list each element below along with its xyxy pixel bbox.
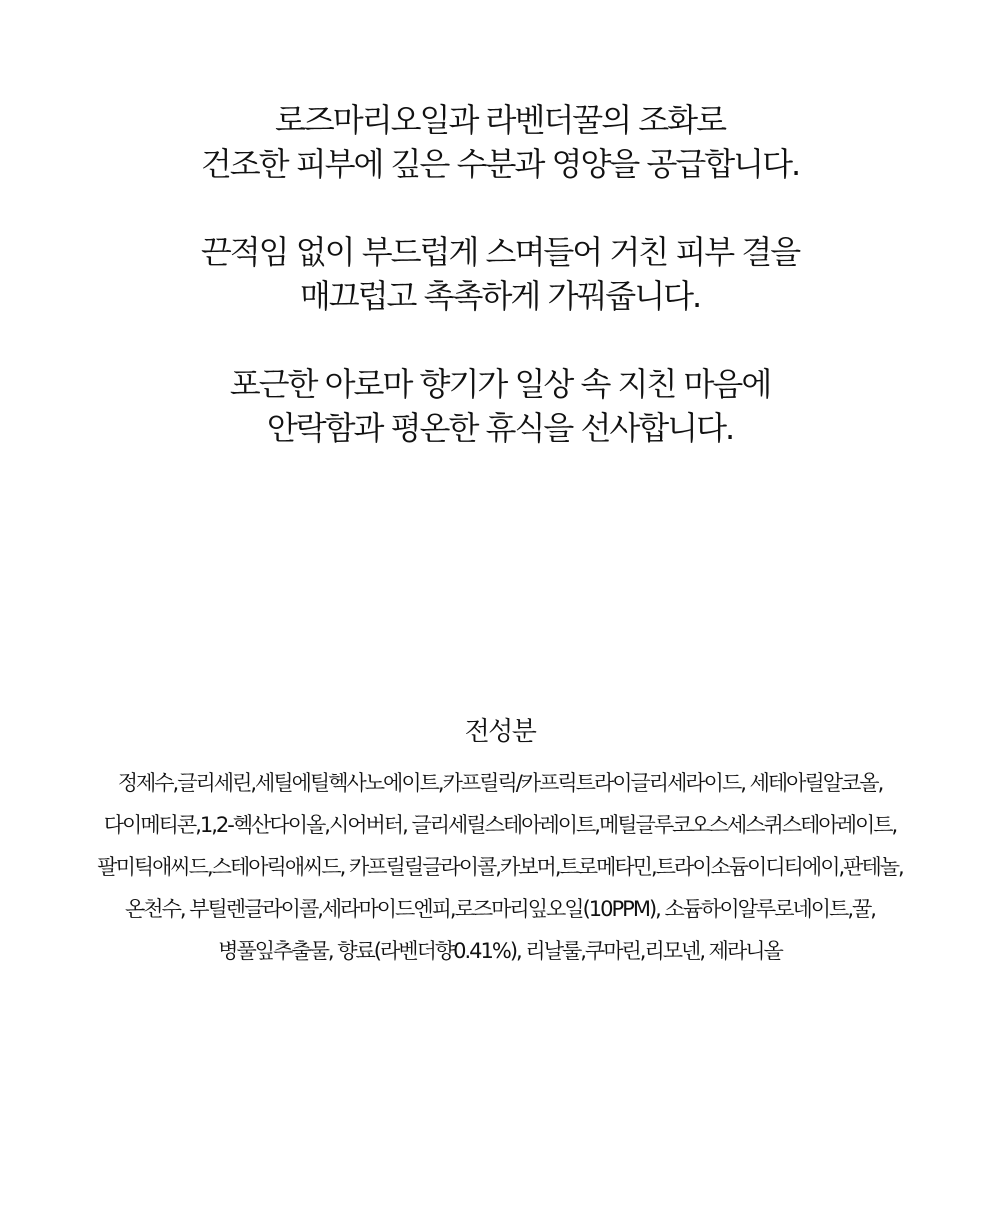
description-line: 매끄럽고 촉촉하게 가꿔줍니다. [299, 277, 701, 315]
ingredients-line: 온천수, 부틸렌글라이콜,세라마이드엔피,로즈마리잎오일(10PPM), 소듐하이알루로네이트,꿀, [125, 897, 875, 921]
ingredients-line: 정제수,글리세린,세틸에틸헥사노에이트,카프릴릭/카프릭트라이글리세라이드, 세테아릴알코올, [117, 771, 883, 795]
ingredients-line: 팔미틱애씨드,스테아릭애씨드, 카프릴릴글라이콜,카보머,트로메타민,트라이소듐이디티에이,판테놀, [97, 855, 903, 879]
product-description [0, 98, 1000, 494]
ingredients-line: 다이메티콘,1,2-헥산다이올,시어버터, 글리세릴스테아레이트,메틸글루코오스세스퀴스테아레이트, [103, 813, 897, 837]
ingredients-section [0, 710, 1000, 972]
description-line: 안락함과 평온한 휴식을 선사합니다. [266, 409, 734, 447]
description-paragraph-3 [0, 362, 1000, 450]
ingredients-line: 병풀잎추출물, 향료(라벤더향0.41%), 리날룰,쿠마린,리모넨, 제라니올 [218, 939, 782, 963]
description-line: 로즈마리오일과 라벤더꿀의 조화로 [274, 101, 726, 139]
description-paragraph-2 [0, 230, 1000, 318]
description-line: 끈적임 없이 부드럽게 스며들어 거친 피부 결을 [200, 233, 800, 271]
description-line: 건조한 피부에 깊은 수분과 영양을 공급합니다. [200, 145, 800, 183]
ingredients-title: 전성분 [464, 717, 536, 747]
description-paragraph-1 [0, 98, 1000, 186]
description-line: 포근한 아로마 향기가 일상 속 지친 마음에 [229, 365, 771, 403]
